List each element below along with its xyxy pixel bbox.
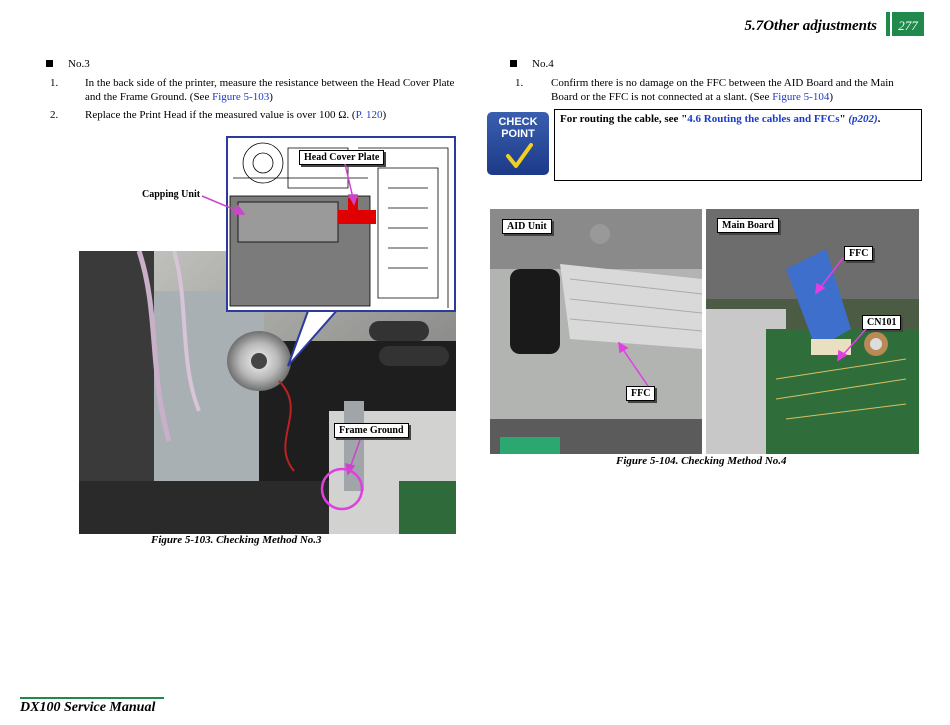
figure-caption-5-104: Figure 5-104. Checking Method No.4: [616, 455, 787, 467]
header-accent-bar: [886, 12, 890, 36]
figure-link[interactable]: Figure 5-103: [212, 91, 270, 103]
step-text: In the back side of the printer, measure the resistance between the Head Cover Plate and the Frame Ground. (See: [85, 77, 455, 103]
callout-aid-unit: AID Unit: [502, 219, 552, 234]
page-number: 277: [892, 12, 924, 36]
step-text: Replace the Print Head if the measured value is over 100 Ω. (: [85, 109, 356, 121]
step-text-end: ): [269, 91, 273, 103]
left-step-1: [85, 76, 455, 104]
step-text: Confirm there is no damage on the FFC between the AID Board and the Main Board or the FFC is not connected at a slant. (See: [551, 77, 894, 103]
label-capping-unit: Capping Unit: [142, 189, 201, 200]
step-text-end: ): [382, 109, 387, 121]
checkmark-icon: [505, 142, 533, 170]
section-title: 5.7Other adjustments: [744, 18, 877, 34]
page-link[interactable]: P. 120: [355, 109, 383, 121]
page-ref-link[interactable]: (p202): [848, 113, 878, 125]
callout-ffc-left: FFC: [626, 386, 655, 401]
callout-head-cover-plate: Head Cover Plate: [299, 150, 384, 165]
bullet-square-icon: [46, 60, 53, 67]
step-number: 1.: [515, 77, 524, 89]
main-board-photo: [706, 209, 919, 454]
check-label-line1: CHECK: [498, 116, 538, 128]
note-text-end: .: [877, 113, 881, 125]
callout-frame-ground: Frame Ground: [334, 423, 409, 438]
note-text-mid: ": [839, 113, 849, 125]
routing-link[interactable]: 4.6 Routing the cables and FFCs: [687, 113, 840, 125]
check-point-label: [487, 116, 549, 140]
right-step-1: [551, 76, 921, 104]
figure-caption-5-103: Figure 5-103. Checking Method No.3: [151, 534, 322, 546]
check-point-badge: [487, 112, 549, 175]
callout-cn101: CN101: [862, 315, 901, 330]
manual-title: DX100 Service Manual: [20, 700, 156, 715]
aid-unit-photo: [490, 209, 702, 454]
step-text-end: ): [829, 91, 833, 103]
callout-ffc-right: FFC: [844, 246, 873, 261]
figure-link[interactable]: Figure 5-104: [772, 91, 830, 103]
step-number: 1.: [50, 77, 59, 89]
note-text: For routing the cable, see ": [560, 113, 688, 125]
callout-main-board: Main Board: [717, 218, 779, 233]
footer-accent-line: [20, 697, 164, 699]
left-step-2: [85, 108, 455, 122]
check-point-note: [560, 113, 880, 125]
bullet-square-icon: [510, 60, 517, 67]
left-heading: No.3: [68, 58, 90, 70]
check-label-line2: POINT: [501, 128, 535, 140]
right-heading: No.4: [532, 58, 554, 70]
check-point-box: [554, 109, 922, 181]
step-number: 2.: [50, 109, 59, 121]
